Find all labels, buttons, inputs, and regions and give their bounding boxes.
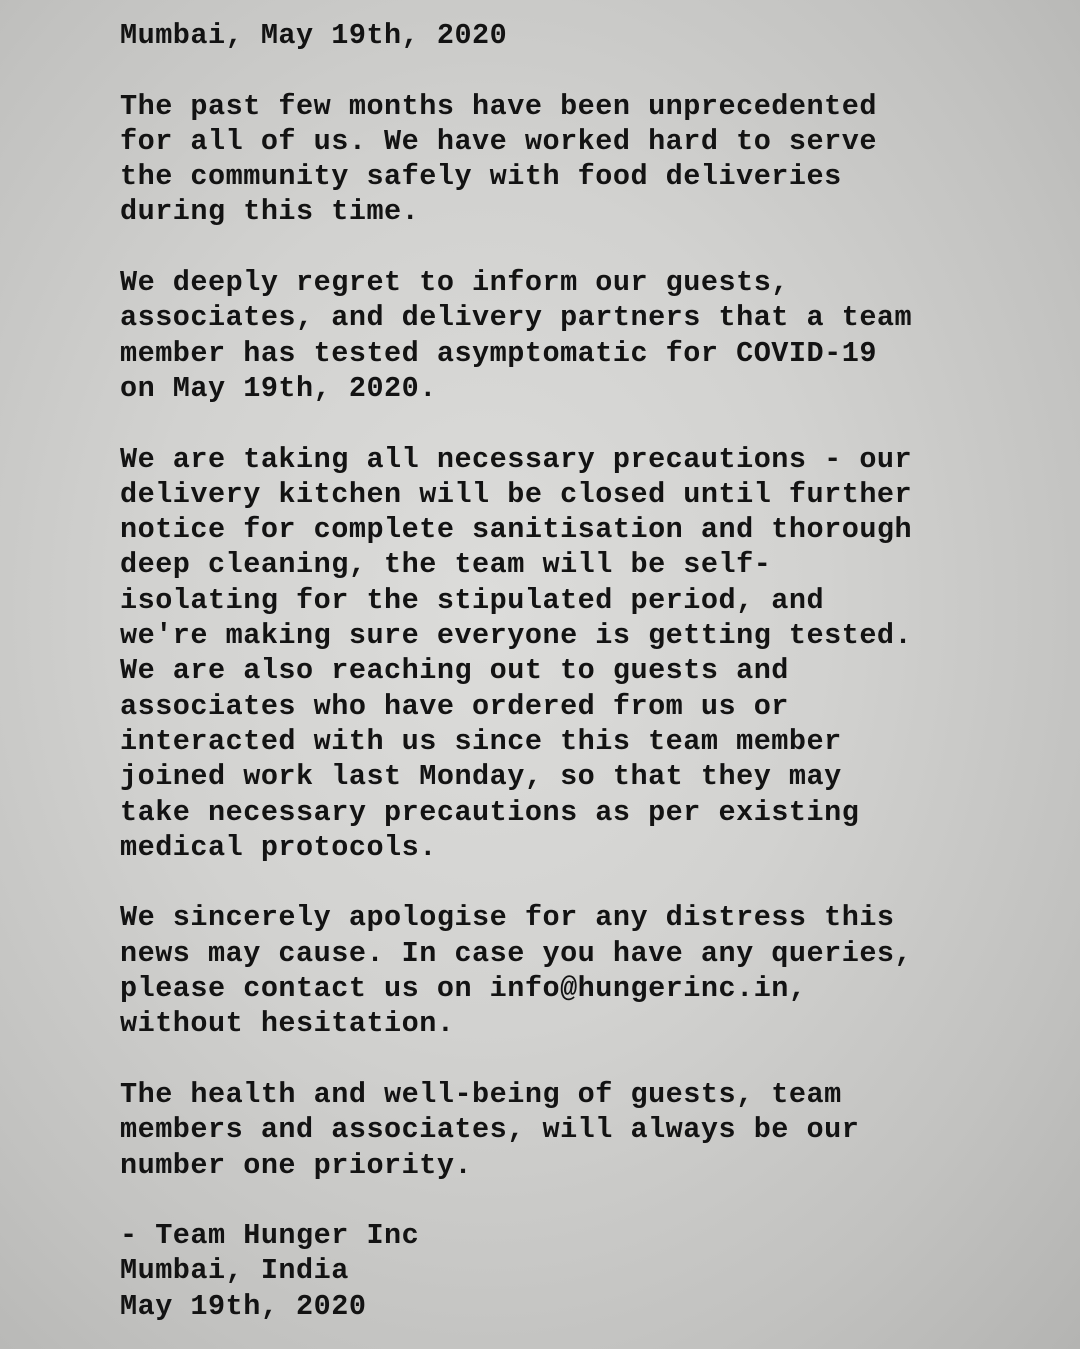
signature-team: - Team Hunger Inc [120, 1219, 420, 1253]
paragraph-line: we're making sure everyone is getting tested. [120, 619, 913, 653]
paragraph-line: joined work last Monday, so that they may [120, 760, 842, 794]
paragraph-line: associates, and delivery partners that a team [120, 301, 913, 335]
paragraph-line: isolating for the stipulated period, and [120, 583, 825, 617]
signature-block [120, 1218, 1020, 1324]
letter-body [120, 18, 1020, 1324]
paragraph-gap [120, 230, 1020, 265]
paragraph-line: We are taking all necessary precautions - our [120, 442, 913, 476]
paragraph-priority [120, 1077, 1020, 1183]
paragraph-line: please contact us on info@hungerinc.in, [120, 972, 807, 1006]
signature-date: May 19th, 2020 [120, 1289, 367, 1323]
dateline: Mumbai, May 19th, 2020 [120, 19, 508, 52]
paragraph-line: medical protocols. [120, 830, 437, 864]
paragraph-line: for all of us. We have worked hard to serve [120, 124, 877, 158]
signature-location: Mumbai, India [120, 1254, 349, 1288]
paragraph-line: interacted with us since this team member [120, 724, 842, 758]
paragraph-line: notice for complete sanitisation and thorough [120, 513, 913, 547]
paragraph-gap [120, 1183, 1020, 1218]
paragraph-gap [120, 1042, 1020, 1077]
paragraph-gap [120, 53, 1020, 88]
paragraph-line: during this time. [120, 195, 420, 229]
paragraph-line: We are also reaching out to guests and [120, 654, 789, 688]
paragraph-line: without hesitation. [120, 1007, 455, 1041]
paragraph-line: on May 19th, 2020. [120, 371, 437, 405]
paragraph-line: associates who have ordered from us or [120, 689, 789, 723]
paragraph-line: deep cleaning, the team will be self- [120, 548, 772, 582]
paragraph-line: The health and well-being of guests, team [120, 1077, 842, 1111]
paragraph-precautions [120, 442, 1020, 866]
paragraph-gap [120, 406, 1020, 441]
paragraph-line: the community safely with food deliveries [120, 160, 842, 194]
paragraph-line: We deeply regret to inform our guests, [120, 266, 789, 300]
paragraph-line: The past few months have been unprecedented [120, 89, 877, 123]
paragraph-line: news may cause. In case you have any queries, [120, 936, 913, 970]
paragraph-gap [120, 865, 1020, 900]
paragraph-line: number one priority. [120, 1148, 473, 1182]
paragraph-line: delivery kitchen will be closed until further [120, 477, 913, 511]
paragraph-announcement [120, 265, 1020, 406]
paragraph-apology [120, 900, 1020, 1041]
paragraph-intro [120, 89, 1020, 230]
paragraph-line: members and associates, will always be our [120, 1113, 860, 1147]
paragraph-line: We sincerely apologise for any distress this [120, 901, 895, 935]
paragraph-line: take necessary precautions as per existing [120, 795, 860, 829]
paragraph-line: member has tested asymptomatic for COVID-19 [120, 336, 877, 370]
